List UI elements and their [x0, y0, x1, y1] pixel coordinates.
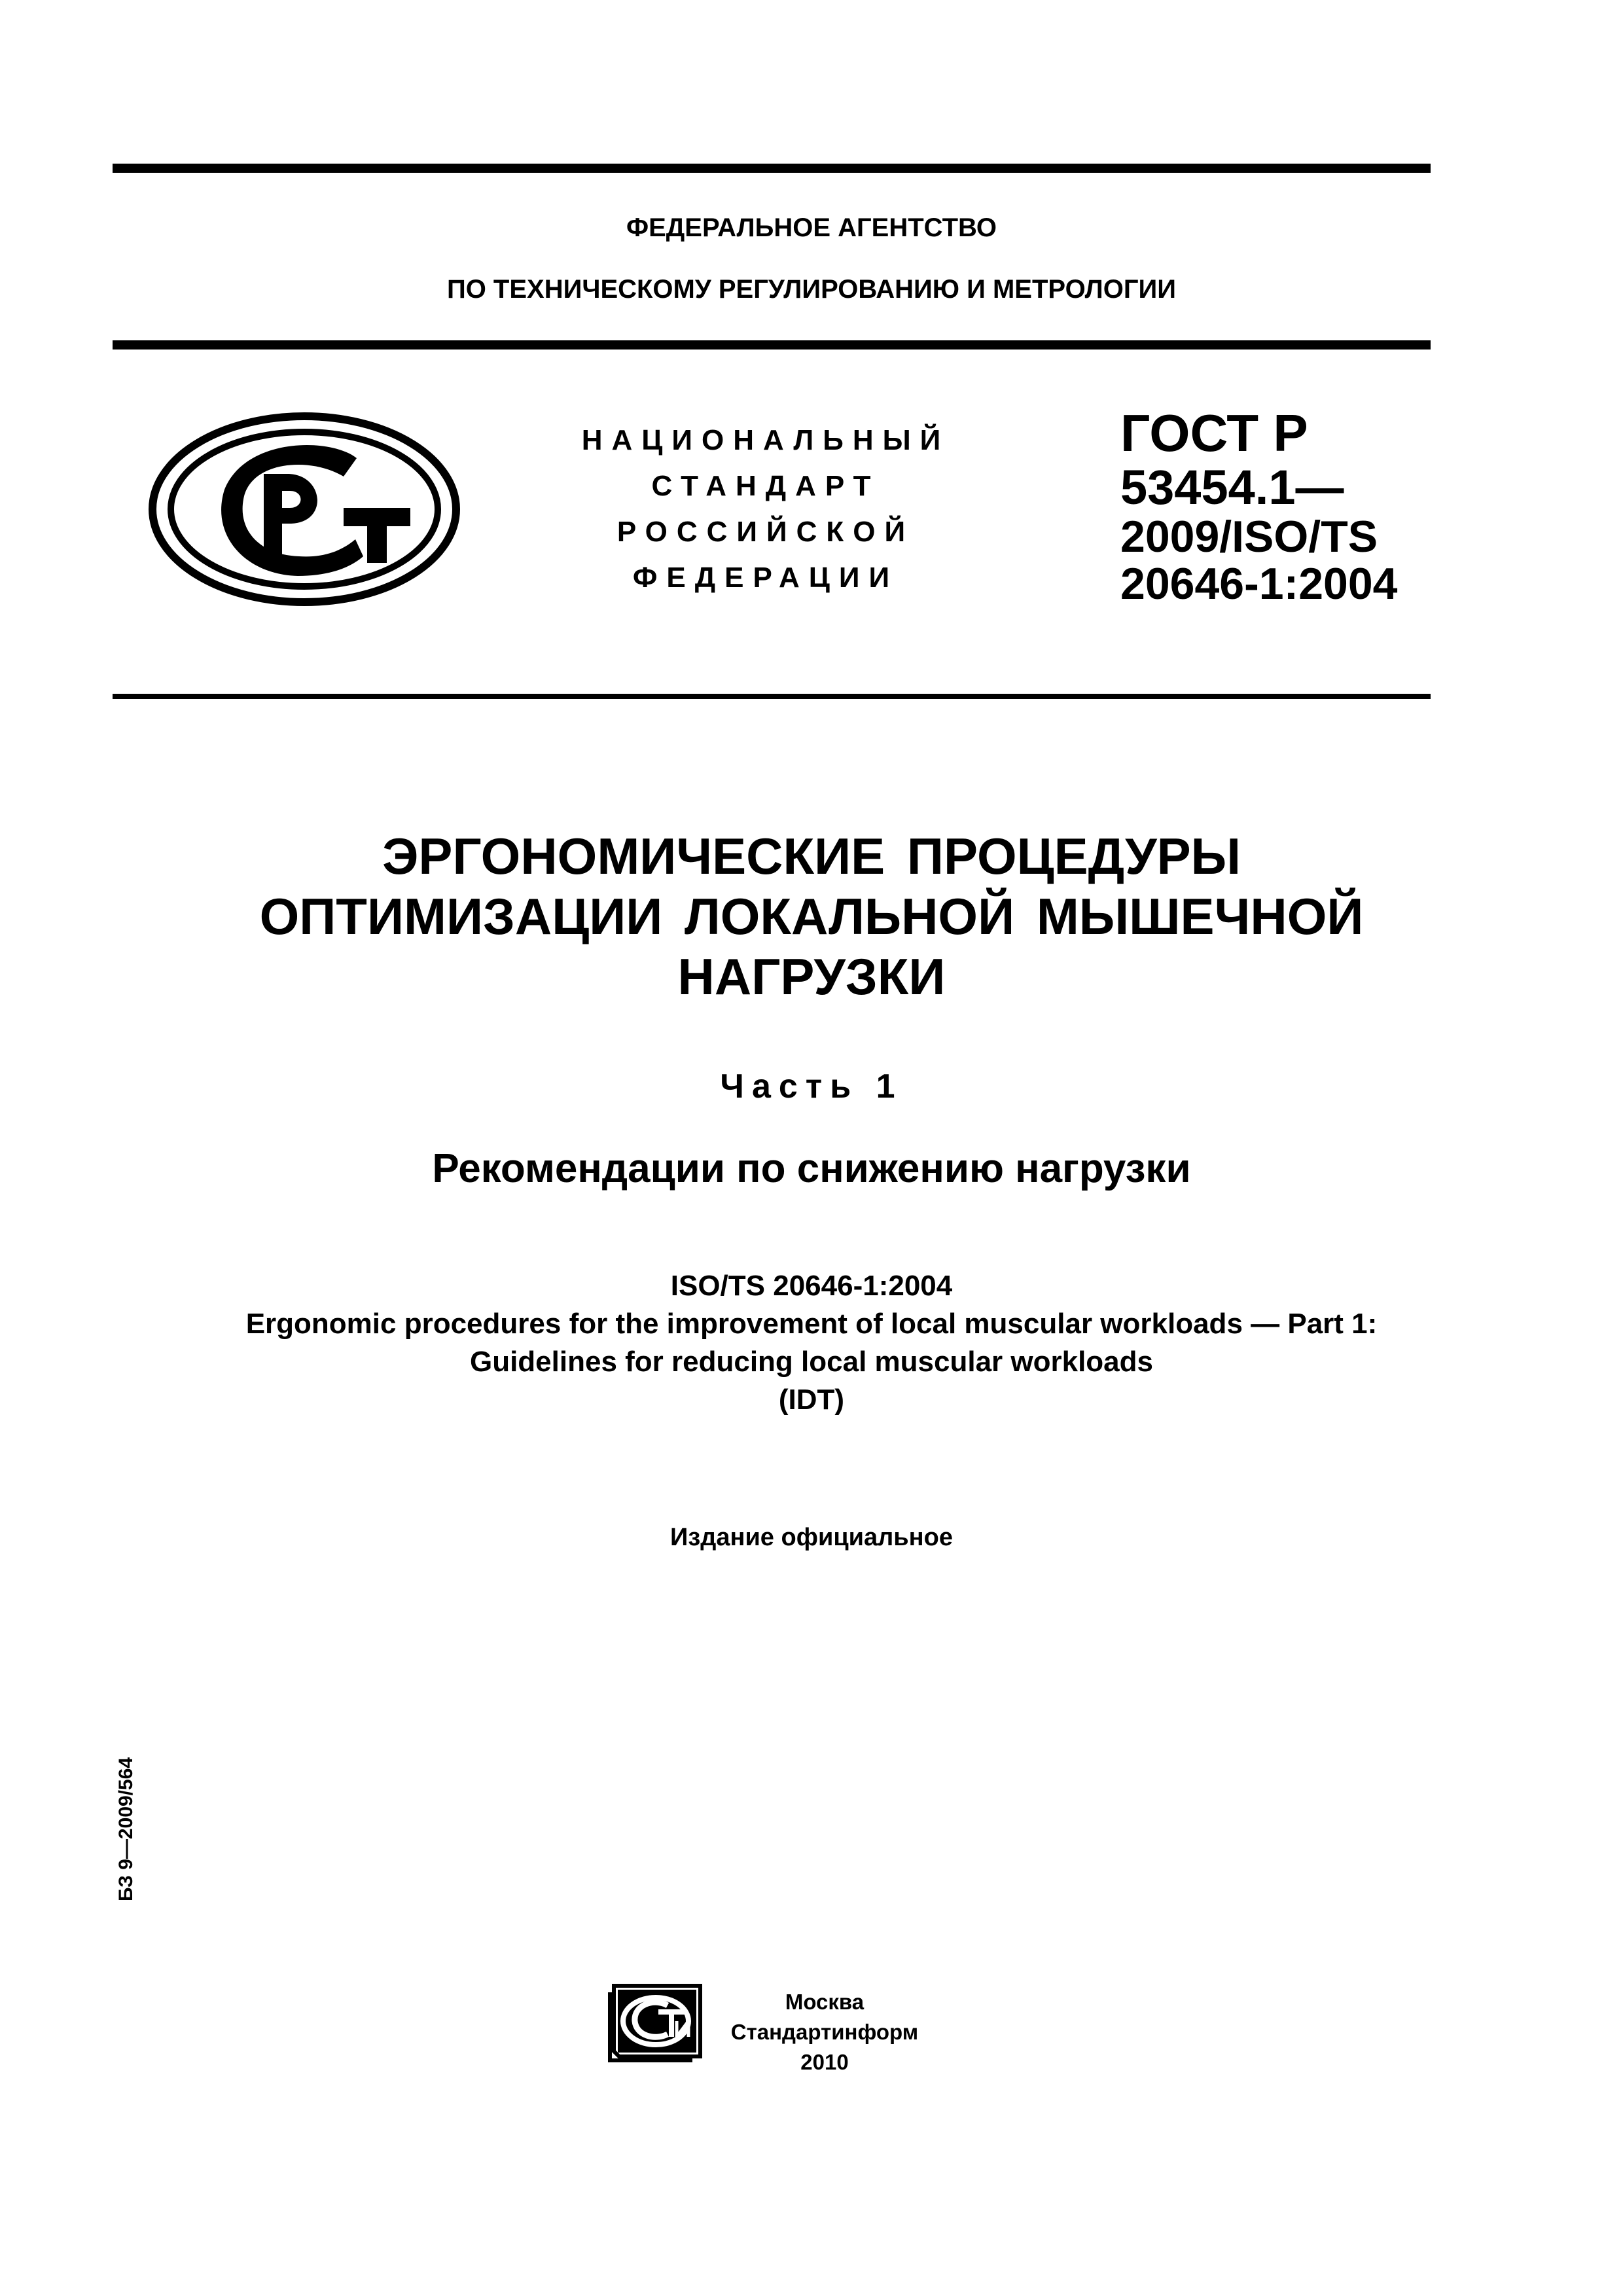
designation-line-3: 2009/ISO/TS	[1120, 512, 1378, 562]
designation-line-1: ГОСТ Р	[1120, 404, 1308, 462]
standard-type-line-2: СТАНДАРТ	[651, 470, 880, 502]
rst-emblem-icon	[147, 411, 461, 607]
standard-designation	[1120, 404, 1397, 607]
agency-line-2: ПО ТЕХНИЧЕСКОМУ РЕГУЛИРОВАНИЮ И МЕТРОЛОГИИ	[446, 275, 1177, 304]
iso-reference	[0, 1267, 1623, 1419]
document-subtitle: Рекомендации по снижению нагрузки	[432, 1146, 1191, 1191]
publisher-name: Стандартинформ	[730, 2020, 919, 2044]
standard-type-line-3: РОССИЙСКОЙ	[616, 516, 915, 548]
designation-line-2: 53454.1—	[1120, 460, 1344, 514]
standard-type-line-4: ФЕДЕРАЦИИ	[632, 562, 899, 594]
iso-title-line-1: Ergonomic procedures for the improvement of local muscular workloads — Part 1:	[245, 1308, 1378, 1340]
iso-code: ISO/TS 20646-1:2004	[670, 1270, 953, 1302]
designation-line-4: 20646-1:2004	[1120, 559, 1398, 609]
title-line-3: НАГРУЗКИ	[677, 948, 946, 1005]
part-number: Часть 1	[720, 1067, 903, 1105]
side-code: БЗ 9—2009/564	[115, 1757, 137, 1901]
publisher-year: 2010	[800, 2050, 849, 2074]
publisher-block	[707, 1987, 942, 2077]
header-rule	[113, 340, 1431, 350]
agency-line-1: ФЕДЕРАЛЬНОЕ АГЕНТСТВО	[626, 213, 997, 242]
title-line-1: ЭРГОНОМИЧЕСКИЕ ПРОЦЕДУРЫ	[382, 827, 1241, 885]
document-title	[0, 826, 1623, 1007]
designation-rule	[113, 694, 1431, 699]
standard-type	[537, 418, 995, 601]
publisher-logo-icon	[607, 1983, 705, 2063]
publisher-city: Москва	[785, 1990, 865, 2014]
iso-degree: (IDT)	[778, 1384, 845, 1416]
edition-note: Издание официальное	[670, 1524, 953, 1551]
iso-title-line-2: Guidelines for reducing local muscular workloads	[469, 1346, 1154, 1378]
top-rule	[113, 164, 1431, 173]
standard-type-line-1: НАЦИОНАЛЬНЫЙ	[581, 424, 950, 456]
title-line-2: ОПТИМИЗАЦИИ ЛОКАЛЬНОЙ МЫШЕЧНОЙ	[259, 888, 1364, 945]
